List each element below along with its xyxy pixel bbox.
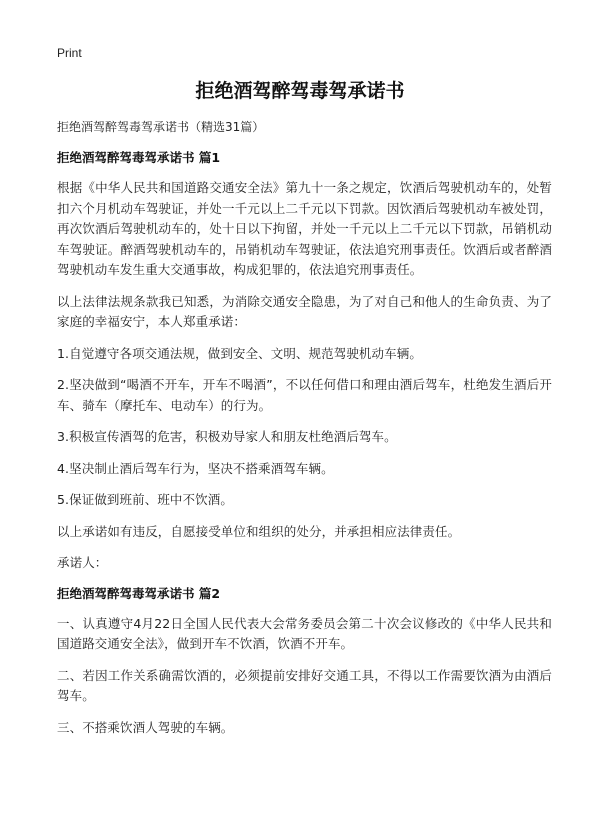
document-body xyxy=(57,118,552,749)
pledge-item-4: 4.坚决制止酒后驾车行为，坚决不搭乘酒驾车辆。 xyxy=(57,460,334,476)
signature-line: 承诺人： xyxy=(57,555,108,570)
pledge-item-2: 2.坚决做到“喝酒不开车，开车不喝酒”，不以任何借口和理由酒后驾车，杜绝发生酒后开车、骑车（摩托车、电动车）的行为。 xyxy=(57,377,552,413)
page-title: 拒绝酒驾醉驾毒驾承诺书 xyxy=(195,80,405,102)
section-1 xyxy=(57,149,552,574)
pledge-item-5: 5.保证做到班前、班中不饮酒。 xyxy=(57,492,233,507)
print-link[interactable]: Print xyxy=(57,46,82,60)
paragraph-pledge-intro: 以上法律法规条款我已知悉，为消除交通安全隐患，为了对自己和他人的生命负责、为了家庭的幸福安宁，本人郑重承诺： xyxy=(57,293,552,329)
section-heading: 拒绝酒驾醉驾毒驾承诺书 篇2 xyxy=(57,585,221,601)
document-subtitle: 拒绝酒驾醉驾毒驾承诺书（精选31篇） xyxy=(57,120,265,134)
pledge-item-third: 三、不搭乘饮酒人驾驶的车辆。 xyxy=(57,719,234,735)
pledge-item-first: 一、认真遵守4月22日全国人民代表大会常务委员会第二十次会议修改的《中华人民共和国道路交通安全法》，做到开车不饮酒，饮酒不开车。 xyxy=(57,615,552,651)
paragraph-violation-clause: 以上承诺如有违反，自愿接受单位和组织的处分，并承担相应法律责任。 xyxy=(57,523,461,539)
pledge-item-second: 二、若因工作关系确需饮酒的，必须提前安排好交通工具，不得以工作需要饮酒为由酒后驾车。 xyxy=(57,667,552,703)
pledge-item-1: 1.自觉遵守各项交通法规，做到安全、文明、规范驾驶机动车辆。 xyxy=(57,345,422,361)
pledge-item-3: 3.积极宣传酒驾的危害，积极劝导家人和朋友杜绝酒后驾车。 xyxy=(57,429,397,444)
section-heading: 拒绝酒驾醉驾毒驾承诺书 篇1 xyxy=(57,150,221,165)
section-2 xyxy=(57,585,552,739)
paragraph-law-citation: 根据《中华人民共和国道路交通安全法》第九十一条之规定，饮酒后驾驶机动车的，处暂扣六个月机动车驾驶证，并处一千元以上二千元以下罚款。因饮酒后驾驶机动车被处罚，再次饮酒后驾驶机动车的，处十日以下拘留，并处一千元以上二千元以下罚款，吊销机动车驾驶证。醉酒驾驶机动车的，吊销机动车驾驶证，依法追究刑事责任。饮酒后或者醉酒驾驶机动车发生重大交通事故，构成犯罪的，依法追究刑事责任。 xyxy=(57,180,552,277)
